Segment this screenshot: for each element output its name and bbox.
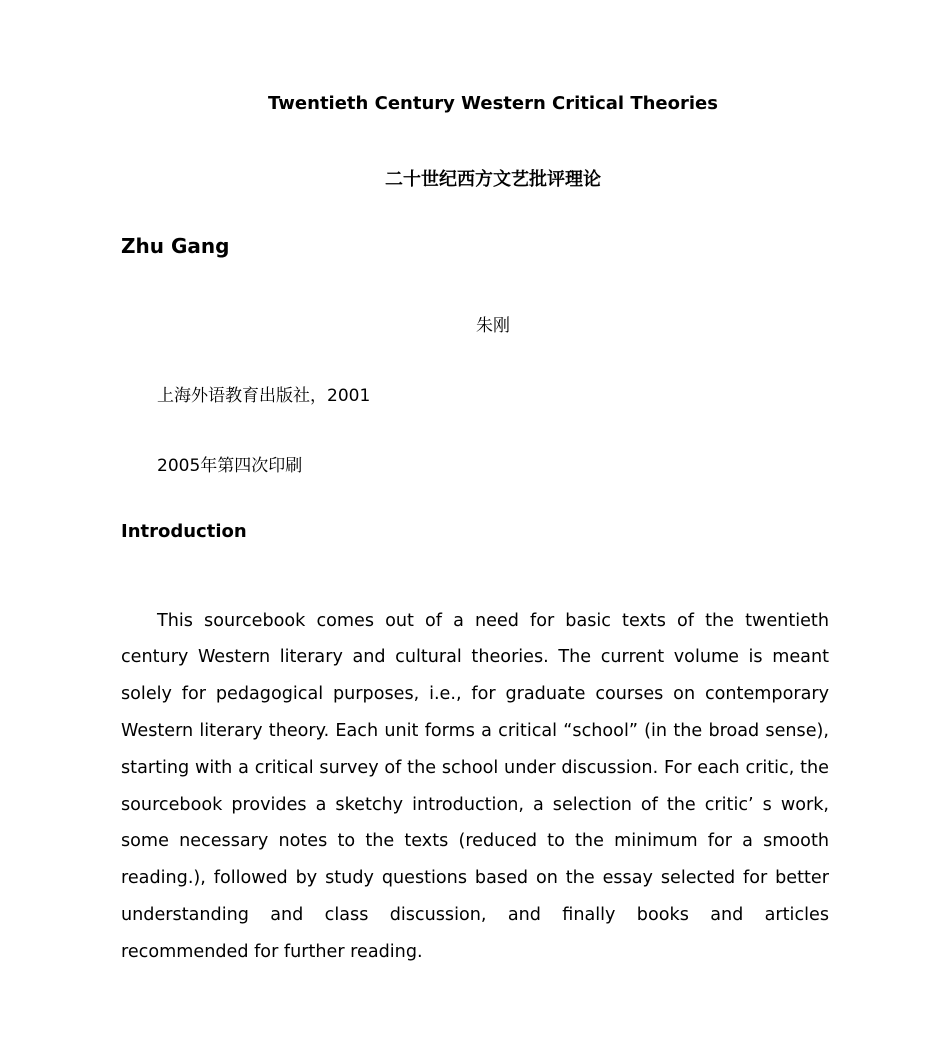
document-subtitle-cn: 二十世纪西方文艺批评理论 [385, 169, 601, 190]
author-name: Zhu Gang [121, 234, 230, 258]
introduction-paragraph: This sourcebook comes out of a need for basic texts of the twentieth century Western literary and cultural theories. The current volume is meant solely for pedagogical purposes, i.e., for graduate courses on contemporary Western literary theory. Each unit forms a critical “school” (in the broad sense), starting with a critical survey of the school under discussion. For each critic, the sourcebook provides a sketchy introduction, a selection of the critic’ s work, some necessary notes to the texts (reduced to the minimum for a smooth reading.), followed by study questions based on the essay selected for better understanding and class discussion, and finally books and articles recommended for further reading. [121, 610, 829, 962]
publisher-line: 上海外语教育出版社，2001 [157, 386, 371, 406]
author-name-cn: 朱刚 [476, 316, 510, 336]
document-title: Twentieth Century Western Critical Theories [268, 93, 718, 114]
printing-line: 2005年第四次印刷 [157, 456, 303, 476]
section-heading: Introduction [121, 521, 247, 542]
